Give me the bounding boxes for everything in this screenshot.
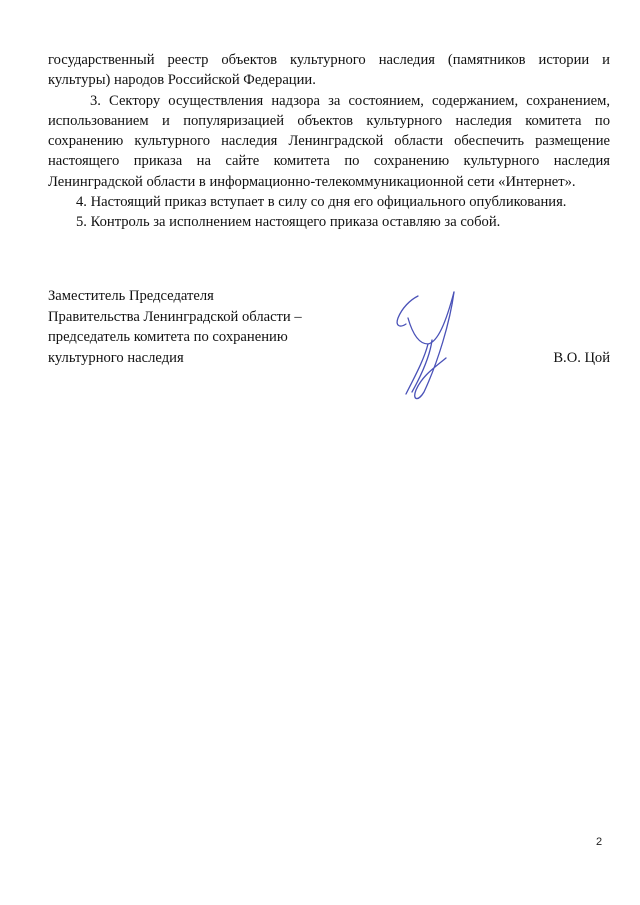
paragraph-item-3: 3. Сектору осуществления надзора за состоянием, содержанием, сохранением, использованием и популяризацией объектов культурного наследия комитета по сохранению культурного наследия Ленинградской области обеспечить размещение настоящего приказа на сайте комитета по сохранению культурного наследия Ленинградской области в информационно-телекоммуникационной сети «Интернет». <box>48 92 610 190</box>
paragraph-item-5: 5. Контроль за исполнением настоящего приказа оставляю за собой. <box>76 214 501 231</box>
signer-title-line: Правительства Ленинградской области – <box>48 308 302 325</box>
signature-block <box>48 286 610 368</box>
handwritten-signature <box>388 282 468 412</box>
signer-title-line: председатель комитета по сохранению <box>48 329 288 345</box>
paragraph-item-4: 4. Настоящий приказ вступает в силу со дня его официального опубликования. <box>76 194 567 211</box>
signer-title-line: Заместитель Председателя <box>48 288 214 304</box>
paragraph-continuation: государственный реестр объектов культурного наследия (памятников истории и культуры) народов Российской Федерации. <box>48 52 610 89</box>
signer-title-line: культурного наследия <box>48 349 184 366</box>
page-number: 2 <box>596 836 603 848</box>
signer-name: В.О. Цой <box>553 349 610 366</box>
document-body <box>48 50 610 233</box>
